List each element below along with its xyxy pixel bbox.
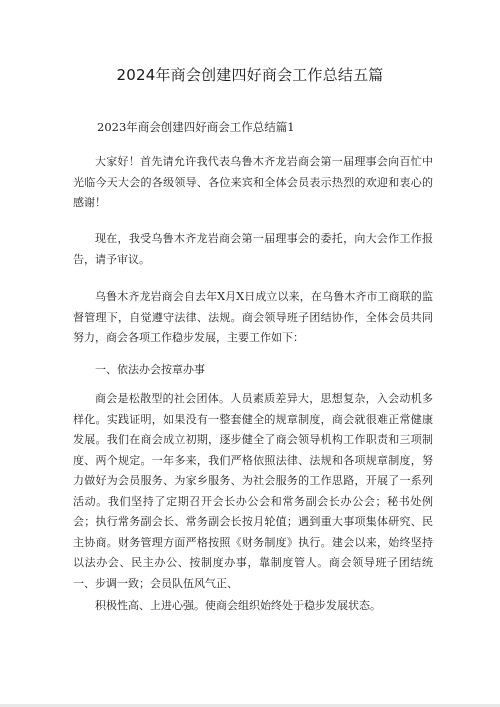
document-title: 2024年商会创建四好商会工作总结五篇 bbox=[116, 66, 384, 84]
paragraph-section-1-body: 商会是松散型的社会团体。人员素质差异大，思想复杂，入会动机多样化。实践证明，如果没有一整套健全的规章制度，商会就很难正常健康发展。我们在商会成立初期，逐步健全了商会领导机构工作职责和三项制度、两个规定。一年多来，我们严格依照法律、法规和各项规章制度，努力做好为会员服务、为家乡服务、为社会服务的工作思路，开展了一系列活动。我们坚持了定期召开会长办公会和常务副会长办公会；秘书处例会；执行常务副会长、常务副会长按月轮值；遇到重大事项集体研究、民主协商。财务管理方面严格按照《财务制度》执行。建会以来，始终坚持以法办会、民主办公、按制度办事，靠制度管人。商会领导班子团结统一、步调一致；会员队伍风气正、 bbox=[73, 392, 433, 590]
paragraph-section-1-continued: 积极性高、上进心强。使商会组织始终处于稳步发展状态。 bbox=[95, 599, 381, 612]
paragraph-report-intro: 现在，我受乌鲁木齐龙岩商会第一届理事会的委托，向大会作工作报告，请予审议。 bbox=[73, 232, 433, 266]
document-subtitle: 2023年商会创建四好商会工作总结篇1 bbox=[97, 120, 295, 134]
paragraph-overview: 乌鲁木齐龙岩商会自去年X月X日成立以来，在乌鲁木齐市工商联的监督管理下，自觉遵守法律、法规。商会领导班子团结协作，全体会员共同努力，商会各项工作稳步发展，主要工作如下： bbox=[73, 290, 433, 344]
paragraph-greeting: 大家好！首先请允许我代表乌鲁木齐龙岩商会第一届理事会向百忙中光临今天大会的各级领导、各位来宾和全体会员表示热烈的欢迎和衷心的感谢！ bbox=[73, 155, 433, 209]
section-heading-1: 一、依法办会按章办事 bbox=[95, 363, 205, 376]
